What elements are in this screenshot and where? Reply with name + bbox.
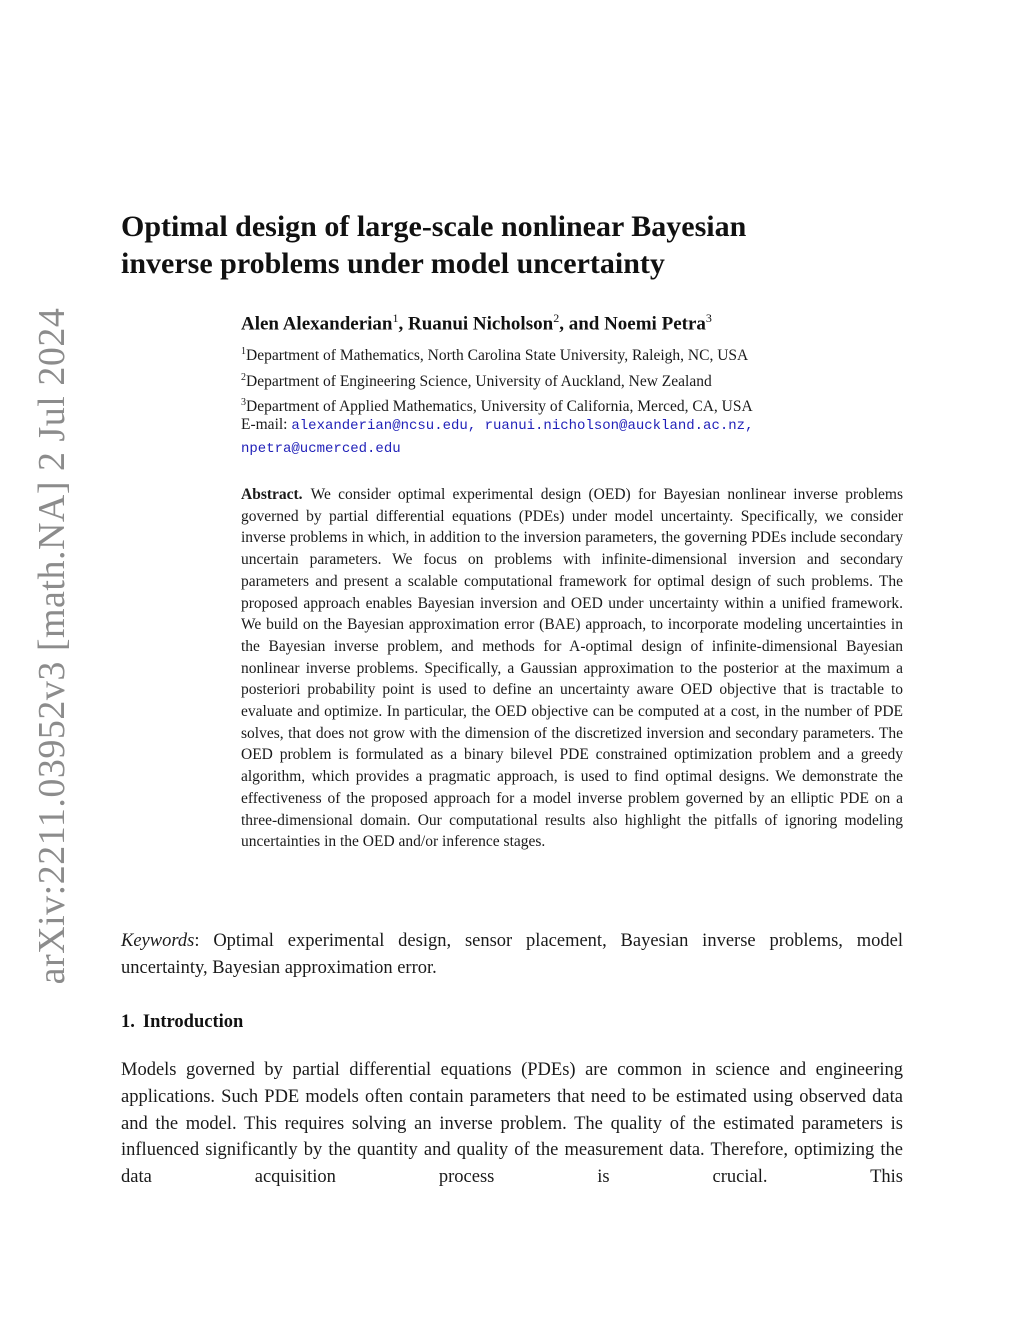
introduction-paragraph: Models governed by partial differential equations (PDEs) are common in science and engineering applications. Such PDE models often contain parameters that need to be estimated using observed data and the model. This requires solving an inverse problem. The quality of the estimated parameters is influenced significantly by the quantity and quality of the measurement data. Therefore, optimizing the data acquisition process is crucial. This bbox=[121, 1060, 903, 1188]
author-affiliation-marker: 1 bbox=[392, 311, 399, 325]
email-line-1 bbox=[241, 414, 753, 437]
author-name: Noemi Petra bbox=[604, 313, 706, 335]
email-separator: , bbox=[745, 418, 754, 434]
affiliation-text: Department of Applied Mathematics, University of California, Merced, CA, USA bbox=[246, 398, 753, 416]
author-affiliation-marker: 2 bbox=[553, 311, 560, 325]
keywords bbox=[121, 928, 903, 982]
author-name: Ruanui Nicholson bbox=[407, 313, 554, 335]
email-link[interactable]: npetra@ucmerced.edu bbox=[241, 441, 401, 457]
keywords-label: Keywords bbox=[121, 931, 195, 951]
paper-title bbox=[121, 208, 881, 282]
email-line-2 bbox=[241, 437, 753, 460]
author-name: Alen Alexanderian bbox=[241, 313, 393, 335]
email-link[interactable]: alexanderian@ncsu.edu bbox=[291, 418, 468, 434]
affiliation bbox=[241, 341, 753, 367]
paper-title-line-2: inverse problems under model uncertainty bbox=[121, 247, 665, 280]
abstract bbox=[241, 484, 903, 853]
affiliation-text: Department of Mathematics, North Carolina State University, Raleigh, NC, USA bbox=[246, 347, 749, 365]
email-separator: , bbox=[467, 418, 485, 434]
section-heading bbox=[121, 1012, 243, 1033]
paper-title-line-1: Optimal design of large-scale nonlinear Bayesian bbox=[121, 210, 747, 243]
affiliation bbox=[241, 367, 753, 393]
author-separator: , and bbox=[559, 313, 605, 335]
affiliation-marker: 3 bbox=[241, 397, 246, 409]
email-block bbox=[241, 414, 753, 460]
author-affiliation-marker: 3 bbox=[705, 311, 712, 325]
affiliation-text: Department of Engineering Science, University of Auckland, New Zealand bbox=[246, 372, 712, 390]
email-link[interactable]: ruanui.nicholson@auckland.ac.nz bbox=[484, 418, 746, 434]
email-label: E-mail: bbox=[241, 416, 292, 433]
section-number: 1. bbox=[121, 1012, 135, 1032]
affiliation-marker: 1 bbox=[241, 346, 246, 357]
keywords-text: Optimal experimental design, sensor placement, Bayesian inverse problems, model uncertainty, Bayesian approximation error. bbox=[121, 931, 904, 978]
affiliation-marker: 2 bbox=[241, 371, 246, 383]
affiliation-list bbox=[241, 341, 753, 418]
section-title: Introduction bbox=[142, 1012, 244, 1032]
author-separator: , bbox=[398, 313, 408, 335]
abstract-text: We consider optimal experimental design (OED) for Bayesian nonlinear inverse problems governed by partial differential equations (PDEs) under model uncertainty. Specifically, we consider inverse problems in which, in addition to the inversion parameters, the governing PDEs include secondary uncertain parameters. We focus on problems with infinite-dimensional inversion and secondary parameters and present a scalable computational framework for optimal design of such problems. The proposed approach enables Bayesian inversion and OED under uncertainty within a unified framework. We build on the Bayesian approximation error (BAE) approach, to incorporate modeling uncertainties in the Bayesian inverse problem, and methods for A-optimal design of infinite-dimensional Bayesian nonlinear inverse problems. Specifically, a Gaussian approximation to the posterior at the maximum a posteriori probability point is used to define an uncertainty aware OED objective that is tractable to evaluate and optimize. In particular, the OED objective can be computed at a cost, in the number of PDE solves, that does not grow with the dimension of the discretized inversion and secondary parameters. The OED problem is formulated as a binary bilevel PDE constrained optimization problem and a greedy algorithm, which provides a pragmatic approach, is used to find optimal designs. We demonstrate the effectiveness of the proposed approach for a model inverse problem governed by an elliptic PDE on a three-dimensional domain. Our computational results also highlight the pitfalls of ignoring modeling uncertainties in the OED and/or inference stages. bbox=[241, 486, 903, 851]
keywords-colon: : bbox=[194, 931, 214, 951]
author-list bbox=[241, 311, 712, 335]
arxiv-identifier: arXiv:2211.03952v3 [math.NA] 2 Jul 2024 bbox=[31, 307, 73, 985]
abstract-label: Abstract. bbox=[241, 486, 303, 503]
